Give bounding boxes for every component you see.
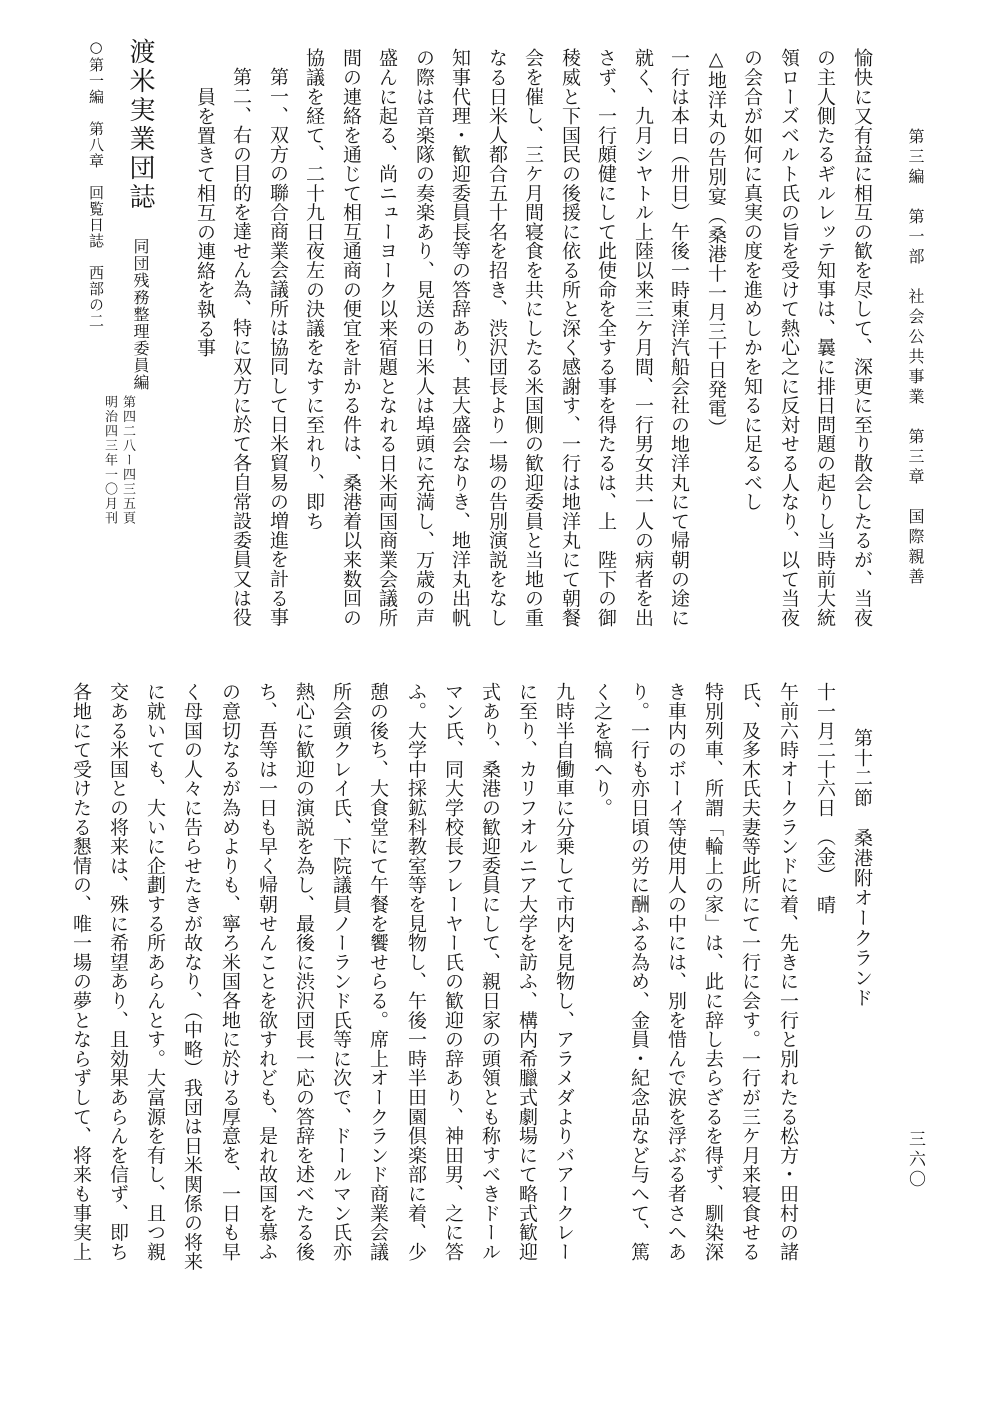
text-line: 熱心に歓迎の演説を為し、最後に渋沢団長一応の答辞を述べたる後 bbox=[293, 682, 315, 1261]
resolution-item: 第一、双方の聯合商業会議所は協同して日米貿易の増進を計る事 bbox=[267, 67, 289, 627]
text-line: 会を催し、三ケ月間寝食を共にしたる米国側の歓迎委員と当地の重 bbox=[522, 48, 544, 627]
resolution-item: 第二、右の目的を達せん為、特に双方に於て各自常設委員又は役 bbox=[230, 67, 252, 627]
text-line: 愉快に又有益に相互の歓を尽して、深更に至り散会したるが、当夜 bbox=[851, 48, 873, 627]
text-line: 所会頭クレイ氏、下院議員ノーランド氏等に次で、ドールマン氏亦 bbox=[330, 682, 352, 1261]
text-line: 協議を経て、二十九日夜左の決議をなすに至れり、即ち bbox=[303, 48, 325, 531]
text-line: の際は音楽隊の奏楽あり、見送の日米人は埠頭に充満し、万歳の声 bbox=[413, 48, 435, 627]
text-line: 各地にて受けたる懇情の、唯一場の夢とならずして、将来も事実上 bbox=[70, 682, 92, 1261]
text-line: き車内のボーイ等使用人の中には、別を惜んで涙を浮ぶる者さへあ bbox=[665, 682, 687, 1261]
running-header: 第三編 第一部 社会公共事業 第三章 国際親善 bbox=[906, 128, 925, 588]
text-line: ち、吾等は一日も早く帰朝せんことを欲すれども、是れ故国を慕ふ bbox=[256, 682, 278, 1261]
source-editor: 同団残務整理委員編 bbox=[131, 238, 150, 391]
text-line: ふ。大学中採鉱科教室等を見物し、午後一時半田園倶楽部に着、少 bbox=[405, 682, 427, 1261]
text-line: く母国の人々に告らせたきが故なり、（中略）我団は日米関係の将来 bbox=[181, 682, 203, 1271]
text-line: 交ある米国との将来は、殊に希望あり、且効果あらんを信ず、即ち bbox=[107, 682, 129, 1261]
text-line: の意切なるが為めよりも、寧ろ米国各地に於ける厚意を、一日も早 bbox=[219, 682, 241, 1261]
text-line: に就いても、大いに企劃する所あらんとす。大富源を有し、且つ親 bbox=[144, 682, 166, 1261]
text-line: マン氏、同大学校長フレーヤー氏の歓迎の辞あり、神田男、之に答 bbox=[442, 682, 464, 1261]
text-line: の会合が如何に真実の度を進めしかを知るに足るべし bbox=[741, 48, 763, 512]
text-line: 盛んに起る、尚ニューヨーク以来宿題となれる日米両国商業会議所 bbox=[376, 48, 398, 627]
source-pages: 第四二八ー四三五頁 bbox=[120, 395, 135, 526]
text-line: 稜威と下国民の後援に依る所と深く感謝す、一行は地洋丸にて朝餐 bbox=[559, 48, 581, 627]
text-line: 氏、及多木氏夫妻等此所にて一行に会す。一行が三ケ月来寝食せる bbox=[739, 682, 761, 1261]
text-line: なる日米人都合五十名を招き、渋沢団長より一場の告別演説をなし bbox=[486, 48, 508, 627]
text-line: 午前六時オークランドに着、先きに一行と別れたる松方・田村の諸 bbox=[777, 682, 799, 1261]
text-line: 特別列車、所謂「輪上の家」は、此に辞し去らざるを得ず、馴染深 bbox=[702, 682, 724, 1261]
entry-date: 十一月二十六日 （金） 晴 bbox=[814, 682, 836, 914]
text-line: り。一行も亦日頃の労に酬ふる為め、金員・紀念品など与へて、篤 bbox=[628, 682, 650, 1261]
source-published: 明治四三年一〇月刊 bbox=[102, 395, 117, 526]
resolution-item: 員を置きて相互の連絡を執る事 bbox=[194, 87, 216, 358]
text-line: に至り、カリフオルニア大学を訪ふ、構内希臘式劇場にて略式歓迎 bbox=[516, 682, 538, 1261]
text-line: 九時半自働車に分乗して市内を見物し、アラメダよりバアークレー bbox=[553, 682, 575, 1261]
text-line: 間の連絡を通じて相互通商の便宜を計かる件は、桑港着以来数回の bbox=[340, 48, 362, 627]
text-line: の主人側たるギルレッテ知事は、曩に排日問題の起りし当時前大統 bbox=[814, 48, 836, 627]
subheading-line: △地洋丸の告別宴（桑港十一月三十日発電） bbox=[705, 48, 727, 437]
text-line: く之を犒へり。 bbox=[591, 682, 613, 818]
text-line: 就く、九月シヤトル上陸以来三ケ月間、一行男女共一人の病者を出 bbox=[632, 48, 654, 627]
text-line: さず、一行頗健にして此使命を全する事を得たるは、上 陛下の御 bbox=[595, 48, 617, 627]
text-line: 一行は本日（卅日）午後一時東洋汽船会社の地洋丸にて帰朝の途に bbox=[668, 48, 690, 627]
text-line: 知事代理・歓迎委員長等の答辞あり、甚大盛会なりき、地洋丸出帆 bbox=[449, 48, 471, 627]
text-line: 憩の後ち、大食堂にて午餐を饗せらる。席上オークランド商業会議 bbox=[367, 682, 389, 1261]
source-chapter: ○第一編 第八章 回覧日誌 西部の二 bbox=[87, 38, 105, 329]
source-title: 渡米実業団誌 bbox=[125, 38, 155, 212]
section-title: 第十二節 桑港附オークランド bbox=[851, 728, 873, 1008]
text-line: 式あり、桑港の歓迎委員にして、親日家の頭領とも称すべきドール bbox=[479, 682, 501, 1261]
text-line: 領ローズベルト氏の旨を受けて熱心之に反対せる人なり、以て当夜 bbox=[778, 48, 800, 627]
page-number: 三六〇 bbox=[905, 1130, 925, 1190]
